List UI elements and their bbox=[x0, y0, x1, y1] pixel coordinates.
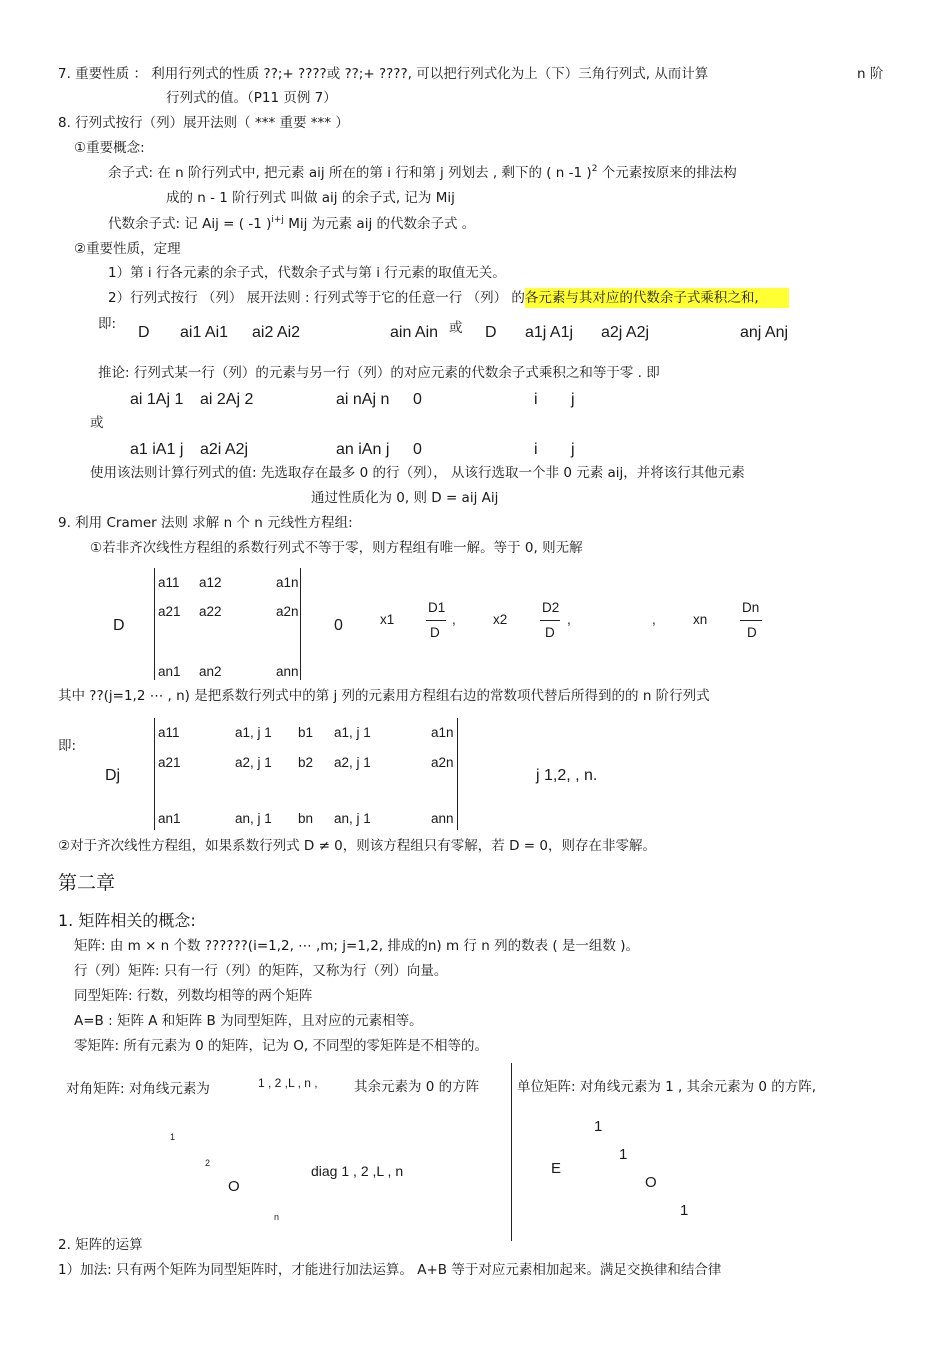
cofactor-text: 代数余子式: 记 Aij = ( -1 ) bbox=[108, 216, 272, 232]
dj-a2j1: a2, j 1 bbox=[235, 755, 272, 770]
det-ann: ann bbox=[276, 664, 299, 679]
row-vector-def: 行（列）矩阵: 只有一行（列）的矩阵，又称为行（列）向量。 bbox=[74, 963, 448, 979]
diag-formula: diag 1 , 2 ,L , n bbox=[311, 1163, 404, 1179]
dj-a1j1: a1, j 1 bbox=[235, 725, 272, 740]
exp-a2j: a2j A2j bbox=[601, 324, 650, 341]
det-right-bar bbox=[300, 568, 301, 680]
det-a12: a12 bbox=[199, 575, 222, 590]
dj-b2: b2 bbox=[298, 755, 314, 770]
frac1-comma: , bbox=[452, 612, 456, 627]
use-line1: 使用该法则计算行列式的值: 先选取存在最多 0 的行（列）， 从该行选取一个非 0 元素 aij，并将该行其他元素 bbox=[90, 465, 745, 481]
ch2-s1-title: 1. 矩阵相关的概念: bbox=[58, 911, 196, 930]
dj-a2n: a2n bbox=[431, 755, 454, 770]
matrix-def: 矩阵: 由 m × n 个数 ??????(i=1,2, ⋯ ,m; j=1,2, 排成的n) m 行 n 列的数表 ( 是一组数 )。 bbox=[74, 938, 639, 954]
det-a21: a21 bbox=[158, 604, 181, 619]
cramer-Dj: Dj bbox=[105, 767, 121, 784]
fracn-den: D bbox=[747, 625, 757, 640]
equal-def: A=B : 矩阵 A 和矩阵 B 为同型矩阵，且对应的元素相等。 bbox=[74, 1013, 423, 1029]
s9-p1: ①若非齐次线性方程组的系数行列式不等于零，则方程组有唯一解。等于 0, 则无解 bbox=[90, 540, 583, 556]
prop2-text: 2）行列式按行 （列） 展开法则 : 行列式等于它的任意一行 （列） 的 bbox=[108, 290, 525, 306]
s8-minor-line1 bbox=[108, 165, 737, 181]
diag-ln: n bbox=[274, 1212, 280, 1222]
diag-def-lams: 1 , 2 ,L , n , bbox=[258, 1076, 318, 1090]
s7-n-order: n 阶 bbox=[857, 66, 884, 82]
cor-r2-a: a1 iA1 j bbox=[130, 441, 184, 458]
cofactor-tail: Mij 为元素 aij 的代数余子式 。 bbox=[288, 216, 476, 232]
dj-ann: ann bbox=[431, 811, 454, 826]
exp-anj: anj Anj bbox=[740, 324, 789, 341]
s9-title: 9. 利用 Cramer 法则 求解 n 个 n 元线性方程组: bbox=[58, 515, 353, 531]
cramer-neq0: 0 bbox=[334, 617, 343, 634]
cor-r1-i: i bbox=[534, 391, 538, 408]
frac1-den: D bbox=[430, 625, 440, 640]
cor-r2-j: j bbox=[571, 441, 575, 458]
expansion-ie: 即: bbox=[98, 316, 117, 332]
cor-or: 或 bbox=[90, 415, 104, 431]
cramer-x2: x2 bbox=[493, 612, 508, 627]
frac1-num: D1 bbox=[428, 600, 446, 615]
cor-r1-a: ai 1Aj 1 bbox=[130, 391, 184, 408]
cor-r2-zero: 0 bbox=[413, 441, 422, 458]
ch2-s2-title: 2. 矩阵的运算 bbox=[58, 1237, 143, 1253]
unit-e2: 1 bbox=[619, 1146, 628, 1163]
det-a22: a22 bbox=[199, 604, 222, 619]
exp-or: 或 bbox=[449, 320, 463, 336]
matrix-add: 1）加法: 只有两个矩阵为同型矩阵时，才能进行加法运算。 A+B 等于对应元素相加起来。满足交换律和结合律 bbox=[58, 1262, 722, 1278]
fracn-line bbox=[740, 620, 762, 621]
cor-r2-b: a2i A2j bbox=[200, 441, 249, 458]
diag-l2: 2 bbox=[205, 1158, 211, 1168]
column-divider bbox=[511, 1063, 512, 1241]
s8-cofactor-line bbox=[108, 216, 475, 232]
cramer-x1: x1 bbox=[380, 612, 395, 627]
frac2-line bbox=[540, 620, 560, 621]
prop2-highlight: 各元素与其对应的代数余子式乘积之和, bbox=[525, 288, 789, 308]
dj-b1: b1 bbox=[298, 725, 314, 740]
unit-O: O bbox=[645, 1174, 657, 1191]
dj-bn: bn bbox=[298, 811, 314, 826]
s7-line1: 7. 重要性质 ： 利用行列式的性质 ??;+ ????或 ??;+ ????, 可以把行列式化为上（下）三角行列式, 从而计算 bbox=[58, 66, 709, 82]
dj-a2j1b: a2, j 1 bbox=[334, 755, 371, 770]
det-a2n: a2n bbox=[276, 604, 299, 619]
frac1-line bbox=[426, 620, 446, 621]
dj-right-bar bbox=[457, 718, 458, 830]
unit-e3: 1 bbox=[680, 1202, 689, 1219]
cor-r1-zero: 0 bbox=[413, 391, 422, 408]
dj-a21: a21 bbox=[158, 755, 181, 770]
frac-dots-comma: , bbox=[652, 612, 656, 627]
dj-an1: an1 bbox=[158, 811, 181, 826]
cor-r1-b: ai 2Aj 2 bbox=[200, 391, 254, 408]
frac2-den: D bbox=[545, 625, 555, 640]
use-line2: 通过性质化为 0, 则 D = aij Aij bbox=[311, 490, 499, 506]
minor-tail: 个元素按原来的排法构 bbox=[601, 165, 737, 181]
s7-line2: 行列式的值。（P11 页例 7） bbox=[166, 90, 337, 106]
det-an2: an2 bbox=[199, 664, 222, 679]
dj-a1n: a1n bbox=[431, 725, 454, 740]
cor-r1-j: j bbox=[571, 391, 575, 408]
cramer-where: 其中 ??(j=1,2 ⋯ , n) 是把系数行列式中的第 j 列的元素用方程组右边的常数项代替后所得到的的 n 阶行列式 bbox=[58, 688, 710, 704]
det-a1n: a1n bbox=[276, 575, 299, 590]
dj-a1j1b: a1, j 1 bbox=[334, 725, 371, 740]
diag-O: O bbox=[228, 1178, 240, 1195]
diag-l1: 1 bbox=[170, 1132, 176, 1142]
cramer-ie: 即: bbox=[58, 738, 77, 754]
exp-D1: D bbox=[138, 324, 150, 341]
cramer-xn: xn bbox=[693, 612, 708, 627]
det-a11: a11 bbox=[158, 575, 180, 590]
cor-r2-i: i bbox=[534, 441, 538, 458]
exp-ai1: ai1 Ai1 bbox=[180, 324, 229, 341]
exp-D2: D bbox=[485, 324, 497, 341]
exp-ain: ain Ain bbox=[390, 324, 439, 341]
fracn-num: Dn bbox=[742, 600, 760, 615]
exp-ai2: ai2 Ai2 bbox=[252, 324, 301, 341]
diag-def-rest: 其余元素为 0 的方阵 bbox=[354, 1079, 480, 1095]
frac2-comma: , bbox=[567, 612, 571, 627]
same-type-def: 同型矩阵: 行数，列数均相等的两个矩阵 bbox=[74, 988, 313, 1004]
s8-concept-head: ①重要概念: bbox=[74, 140, 145, 156]
dj-a11: a11 bbox=[158, 725, 180, 740]
minor-text: 余子式: 在 n 阶行列式中, 把元素 aij 所在的第 i 行和第 j 列划去 , 剩下的 ( n -1 ) bbox=[108, 165, 592, 181]
det-an1: an1 bbox=[158, 664, 181, 679]
cor-r2-c: an iAn j bbox=[336, 441, 390, 458]
det-left-bar bbox=[154, 568, 155, 680]
exp-a1j: a1j A1j bbox=[525, 324, 574, 341]
dj-anj1: an, j 1 bbox=[235, 811, 272, 826]
dj-range: j 1,2, , n. bbox=[536, 767, 598, 784]
dj-anj1b: an, j 1 bbox=[334, 811, 371, 826]
diag-def-text: 对角矩阵: 对角线元素为 bbox=[66, 1081, 210, 1097]
frac2-num: D2 bbox=[542, 600, 560, 615]
unit-e1: 1 bbox=[594, 1118, 603, 1135]
minor-sup: 2 bbox=[591, 164, 598, 174]
dj-left-bar bbox=[154, 718, 155, 830]
cramer-D: D bbox=[113, 617, 125, 634]
s8-minor-line2: 成的 n - 1 阶行列式 叫做 aij 的余子式, 记为 Mij bbox=[166, 190, 455, 206]
cor-r1-c: ai nAj n bbox=[336, 391, 390, 408]
unit-E: E bbox=[551, 1160, 562, 1177]
unit-def-text: 单位矩阵: 对角线元素为 1 , 其余元素为 0 的方阵, bbox=[517, 1079, 817, 1095]
s8-prop1: 1）第 i 行各元素的余子式，代数余子式与第 i 行元素的取值无关。 bbox=[108, 265, 506, 281]
zero-matrix-def: 零矩阵: 所有元素为 0 的矩阵，记为 O, 不同型的零矩阵是不相等的。 bbox=[74, 1038, 489, 1054]
s9-p2: ②对于齐次线性方程组，如果系数行列式 D ≠ 0，则该方程组只有零解，若 D = 0，则存在非零解。 bbox=[58, 838, 656, 854]
chapter2-title: 第二章 bbox=[58, 872, 116, 894]
s8-title: 8. 行列式按行（列）展开法则（ *** 重要 *** ） bbox=[58, 115, 349, 131]
cofactor-sup: i+j bbox=[271, 215, 284, 225]
s8-prop-head: ②重要性质，定理 bbox=[74, 241, 181, 257]
s8-prop2 bbox=[108, 290, 789, 306]
corollary: 推论: 行列式某一行（列）的元素与另一行（列）的对应元素的代数余子式乘积之和等于零 . 即 bbox=[98, 365, 660, 381]
